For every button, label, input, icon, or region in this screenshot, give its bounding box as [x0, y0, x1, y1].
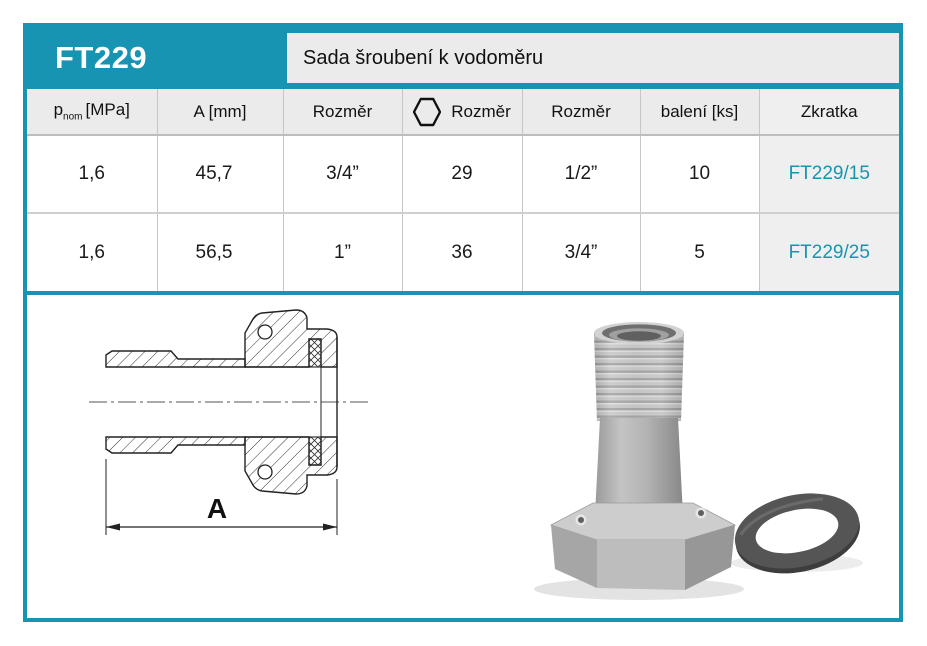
- cell-a: 45,7: [157, 135, 283, 213]
- cell-zkratka: FT229/15: [759, 135, 899, 213]
- table-header-row: [27, 89, 899, 135]
- cell-hex-size: 36: [402, 213, 522, 291]
- nut-facet-front: [597, 540, 685, 590]
- arrowhead-left: [106, 524, 120, 531]
- col-header-rozmer-hex: Rozměr: [402, 89, 522, 135]
- product-code-block: [27, 27, 287, 89]
- hex-nut-icon: [413, 97, 441, 127]
- cell-rozmer2: 3/4”: [522, 213, 640, 291]
- nut-hole-bottom: [258, 465, 272, 479]
- col-header-a: A [mm]: [157, 89, 283, 135]
- product-code: FT229: [55, 40, 148, 75]
- table-row: [27, 213, 899, 291]
- tube-wall-bottom: [106, 437, 245, 453]
- cell-rozmer1: 3/4”: [283, 135, 402, 213]
- header-band: [27, 27, 899, 89]
- dimension-label: A: [206, 493, 228, 524]
- nut-hole-top: [258, 325, 272, 339]
- col-header-zkratka: Zkratka: [759, 89, 899, 135]
- fitting-body: [595, 418, 683, 515]
- product-photo: [489, 303, 889, 613]
- col-header-pnom: $p_{nom}$ [MPa]: [27, 89, 157, 135]
- arrowhead-right: [323, 524, 337, 531]
- product-title: Sada šroubení k vodoměru: [287, 33, 899, 83]
- cell-zkratka: FT229/25: [759, 213, 899, 291]
- gasket-section-bottom: [309, 437, 321, 465]
- col-header-baleni: balení [ks]: [640, 89, 759, 135]
- fitting-photo: [489, 303, 889, 608]
- col-header-rozmer1: Rozměr: [283, 89, 402, 135]
- col-header-rozmer2: Rozměr: [522, 89, 640, 135]
- nut-screw-hole: [698, 510, 704, 516]
- thread-shading: [594, 333, 684, 421]
- cell-baleni: 5: [640, 213, 759, 291]
- cell-pnom: 1,6: [27, 135, 157, 213]
- cell-a: 56,5: [157, 213, 283, 291]
- technical-drawing: [59, 297, 404, 557]
- spec-table: [27, 89, 899, 291]
- figures-section: [27, 295, 899, 616]
- cell-pnom: 1,6: [27, 213, 157, 291]
- nut-screw-hole: [578, 517, 584, 523]
- cell-hex-size: 29: [402, 135, 522, 213]
- cell-baleni: 10: [640, 135, 759, 213]
- nut-section-bottom: [245, 437, 337, 494]
- tube-wall-top: [106, 351, 245, 367]
- cell-rozmer2: 1/2”: [522, 135, 640, 213]
- pipe-bore: [617, 331, 661, 341]
- cross-section-drawing: [59, 297, 404, 552]
- datasheet-frame: [23, 23, 903, 622]
- nut-section-top: [245, 310, 337, 367]
- gasket-section-top: [309, 339, 321, 367]
- table-row: [27, 135, 899, 213]
- cell-rozmer1: 1”: [283, 213, 402, 291]
